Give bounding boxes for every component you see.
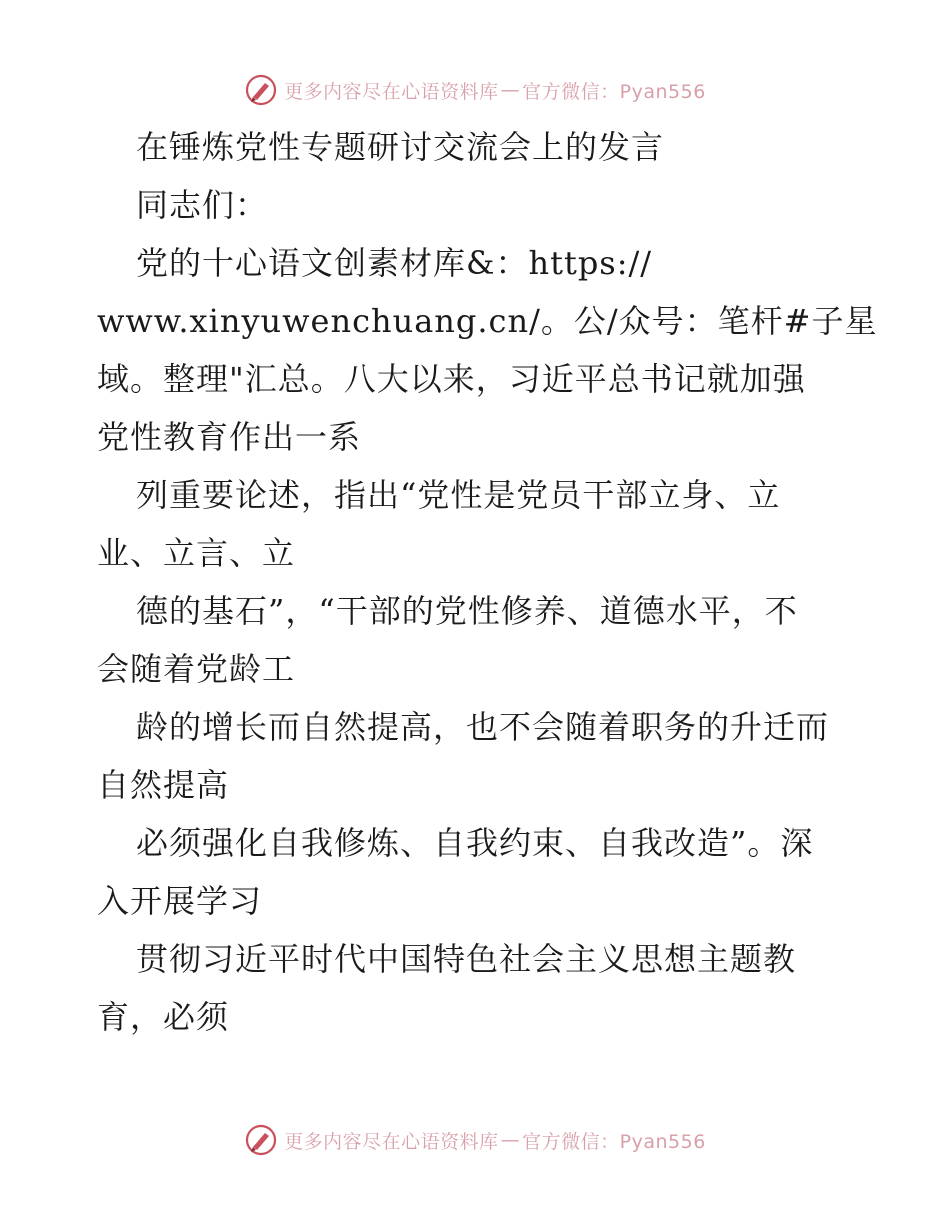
watermark-text: 更多内容尽在心语资料库 [284,80,499,103]
paragraph-line: 党性教育作出一系 [97,418,362,456]
paragraph-line: 自然提高 [97,766,230,804]
paragraph-line: 会随着党龄工 [97,650,296,688]
watermark-suffix: 官方微信：Pyan556 [522,80,706,103]
watermark-suffix: 官方微信：Pyan556 [522,1130,706,1153]
paragraph-line: 龄的增长而自然提高，也不会随着职务的升迁而 [136,708,830,746]
paragraph-line: 列重要论述，指出“党性是党员干部立身、立 [136,476,781,514]
header-watermark [0,70,950,110]
footer-watermark [0,1120,950,1160]
pen-logo-icon [244,73,278,107]
watermark-separator: — [500,79,521,101]
paragraph-line: 育，必须 [97,998,230,1036]
paragraph-line: 必须强化自我修炼、自我约束、自我改造”。深 [136,824,814,862]
watermark-text: 更多内容尽在心语资料库 [284,1130,499,1153]
salutation: 同志们： [136,186,269,224]
paragraph-line: 域。整理"汇总。八大以来，习近平总书记就加强 [97,360,806,398]
document-body [97,118,878,1046]
paragraph-line: 入开展学习 [97,882,263,920]
paragraph-line: 党的十心语文创素材库&：https:// [136,244,653,282]
paragraph-line: 业、立言、立 [97,534,296,572]
watermark-separator: — [500,1129,521,1151]
paragraph-line: 德的基石”，“干部的党性修养、道德水平，不 [136,592,798,630]
pen-logo-icon [244,1123,278,1157]
paragraph-line: www.xinyuwenchuang.cn/。公/众号：笔杆#子星 [97,302,878,340]
paragraph-line: 贯彻习近平时代中国特色社会主义思想主题教 [136,940,797,978]
document-title: 在锤炼党性专题研讨交流会上的发言 [136,128,665,166]
